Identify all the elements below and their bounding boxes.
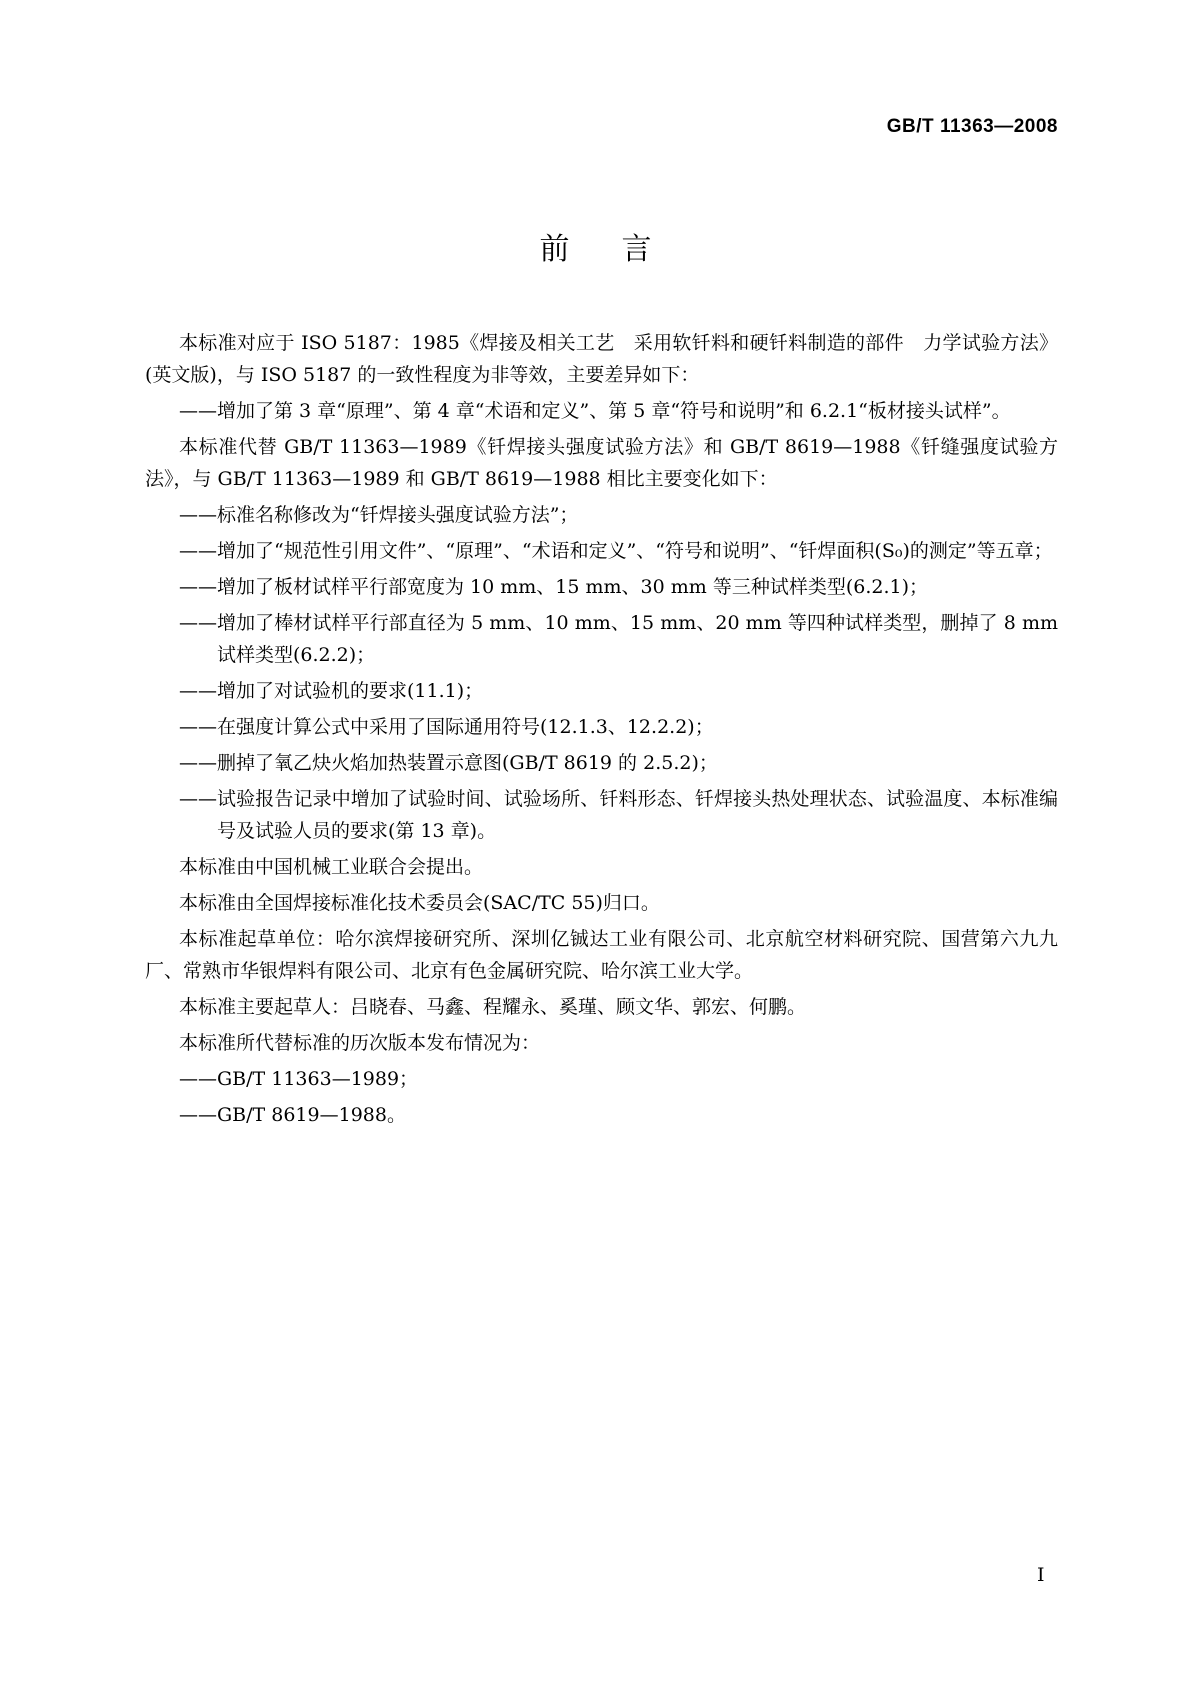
dash-marker: ——	[179, 752, 217, 774]
list-item-text: 增加了棒材试样平行部直径为 5 mm、10 mm、15 mm、20 mm 等四种试样类型，删掉了 8 mm 试样类型(6.2.2)；	[217, 612, 1058, 666]
list-item-text: 增加了对试验机的要求(11.1)；	[217, 680, 484, 702]
list-item	[145, 1063, 1058, 1095]
dash-marker: ——	[179, 1068, 217, 1090]
paragraph-proposer: 本标准由中国机械工业联合会提出。	[179, 856, 484, 878]
paragraph-previous-editions: 本标准所代替标准的历次版本发布情况为：	[179, 1032, 541, 1054]
list-item-text: 增加了第 3 章“原理”、第 4 章“术语和定义”、第 5 章“符号和说明”和 6.2.1“板材接头试样”。	[217, 400, 1011, 422]
list-item-text: 标准名称修改为“钎焊接头强度试验方法”；	[217, 504, 579, 526]
list-item	[145, 571, 1058, 603]
page-number: I	[1037, 1564, 1045, 1586]
paragraph-replacement: 本标准代替 GB/T 11363—1989《钎焊接头强度试验方法》和 GB/T 8619—1988《钎缝强度试验方法》，与 GB/T 11363—1989 和 GB/T 8619—1988 相比主要变化如下：	[145, 436, 1058, 490]
paragraph-drafters: 本标准主要起草人：吕晓春、马鑫、程耀永、奚瑾、顾文华、郭宏、何鹏。	[179, 996, 807, 1018]
list-item-text: GB/T 11363—1989；	[217, 1068, 419, 1090]
dash-marker: ——	[179, 400, 217, 422]
dash-marker: ——	[179, 680, 217, 702]
list-item-text: 增加了“规范性引用文件”、“原理”、“术语和定义”、“符号和说明”、“钎焊面积(S₀)的测定”等五章；	[217, 540, 1053, 562]
list-item	[145, 783, 1058, 847]
list-item	[145, 395, 1058, 427]
list-item	[145, 499, 1058, 531]
standard-code: GB/T 11363—2008	[886, 116, 1058, 137]
dash-marker: ——	[179, 1104, 217, 1126]
paragraph-drafting-units: 本标准起草单位：哈尔滨焊接研究所、深圳亿铖达工业有限公司、北京航空材料研究院、国营第六九九厂、常熟市华银焊料有限公司、北京有色金属研究院、哈尔滨工业大学。	[145, 928, 1058, 982]
dash-marker: ——	[179, 788, 217, 810]
dash-marker: ——	[179, 716, 217, 738]
page-title: 前言	[539, 232, 704, 267]
dash-marker: ——	[179, 504, 217, 526]
list-item	[145, 675, 1058, 707]
paragraph-centralized: 本标准由全国焊接标准化技术委员会(SAC/TC 55)归口。	[179, 892, 660, 914]
list-item	[145, 747, 1058, 779]
list-item-text: 增加了板材试样平行部宽度为 10 mm、15 mm、30 mm 等三种试样类型(6.2.1)；	[217, 576, 928, 598]
dash-marker: ——	[179, 576, 217, 598]
paragraph-correspondence: 本标准对应于 ISO 5187：1985《焊接及相关工艺 采用软钎料和硬钎料制造的部件 力学试验方法》(英文版)，与 ISO 5187 的一致性程度为非等效，主要差异如下：	[145, 332, 1058, 386]
foreword-body	[145, 327, 1058, 1135]
list-item-text: 试验报告记录中增加了试验时间、试验场所、钎料形态、钎焊接头热处理状态、试验温度、本标准编号及试验人员的要求(第 13 章)。	[217, 788, 1058, 842]
list-item	[145, 1099, 1058, 1131]
dash-marker: ——	[179, 540, 217, 562]
list-item	[145, 535, 1058, 567]
list-item-text: GB/T 8619—1988。	[217, 1104, 406, 1126]
dash-marker: ——	[179, 612, 217, 634]
list-item-text: 删掉了氧乙炔火焰加热装置示意图(GB/T 8619 的 2.5.2)；	[217, 752, 718, 774]
list-item	[145, 711, 1058, 743]
list-item	[145, 607, 1058, 671]
list-item-text: 在强度计算公式中采用了国际通用符号(12.1.3、12.2.2)；	[217, 716, 714, 738]
